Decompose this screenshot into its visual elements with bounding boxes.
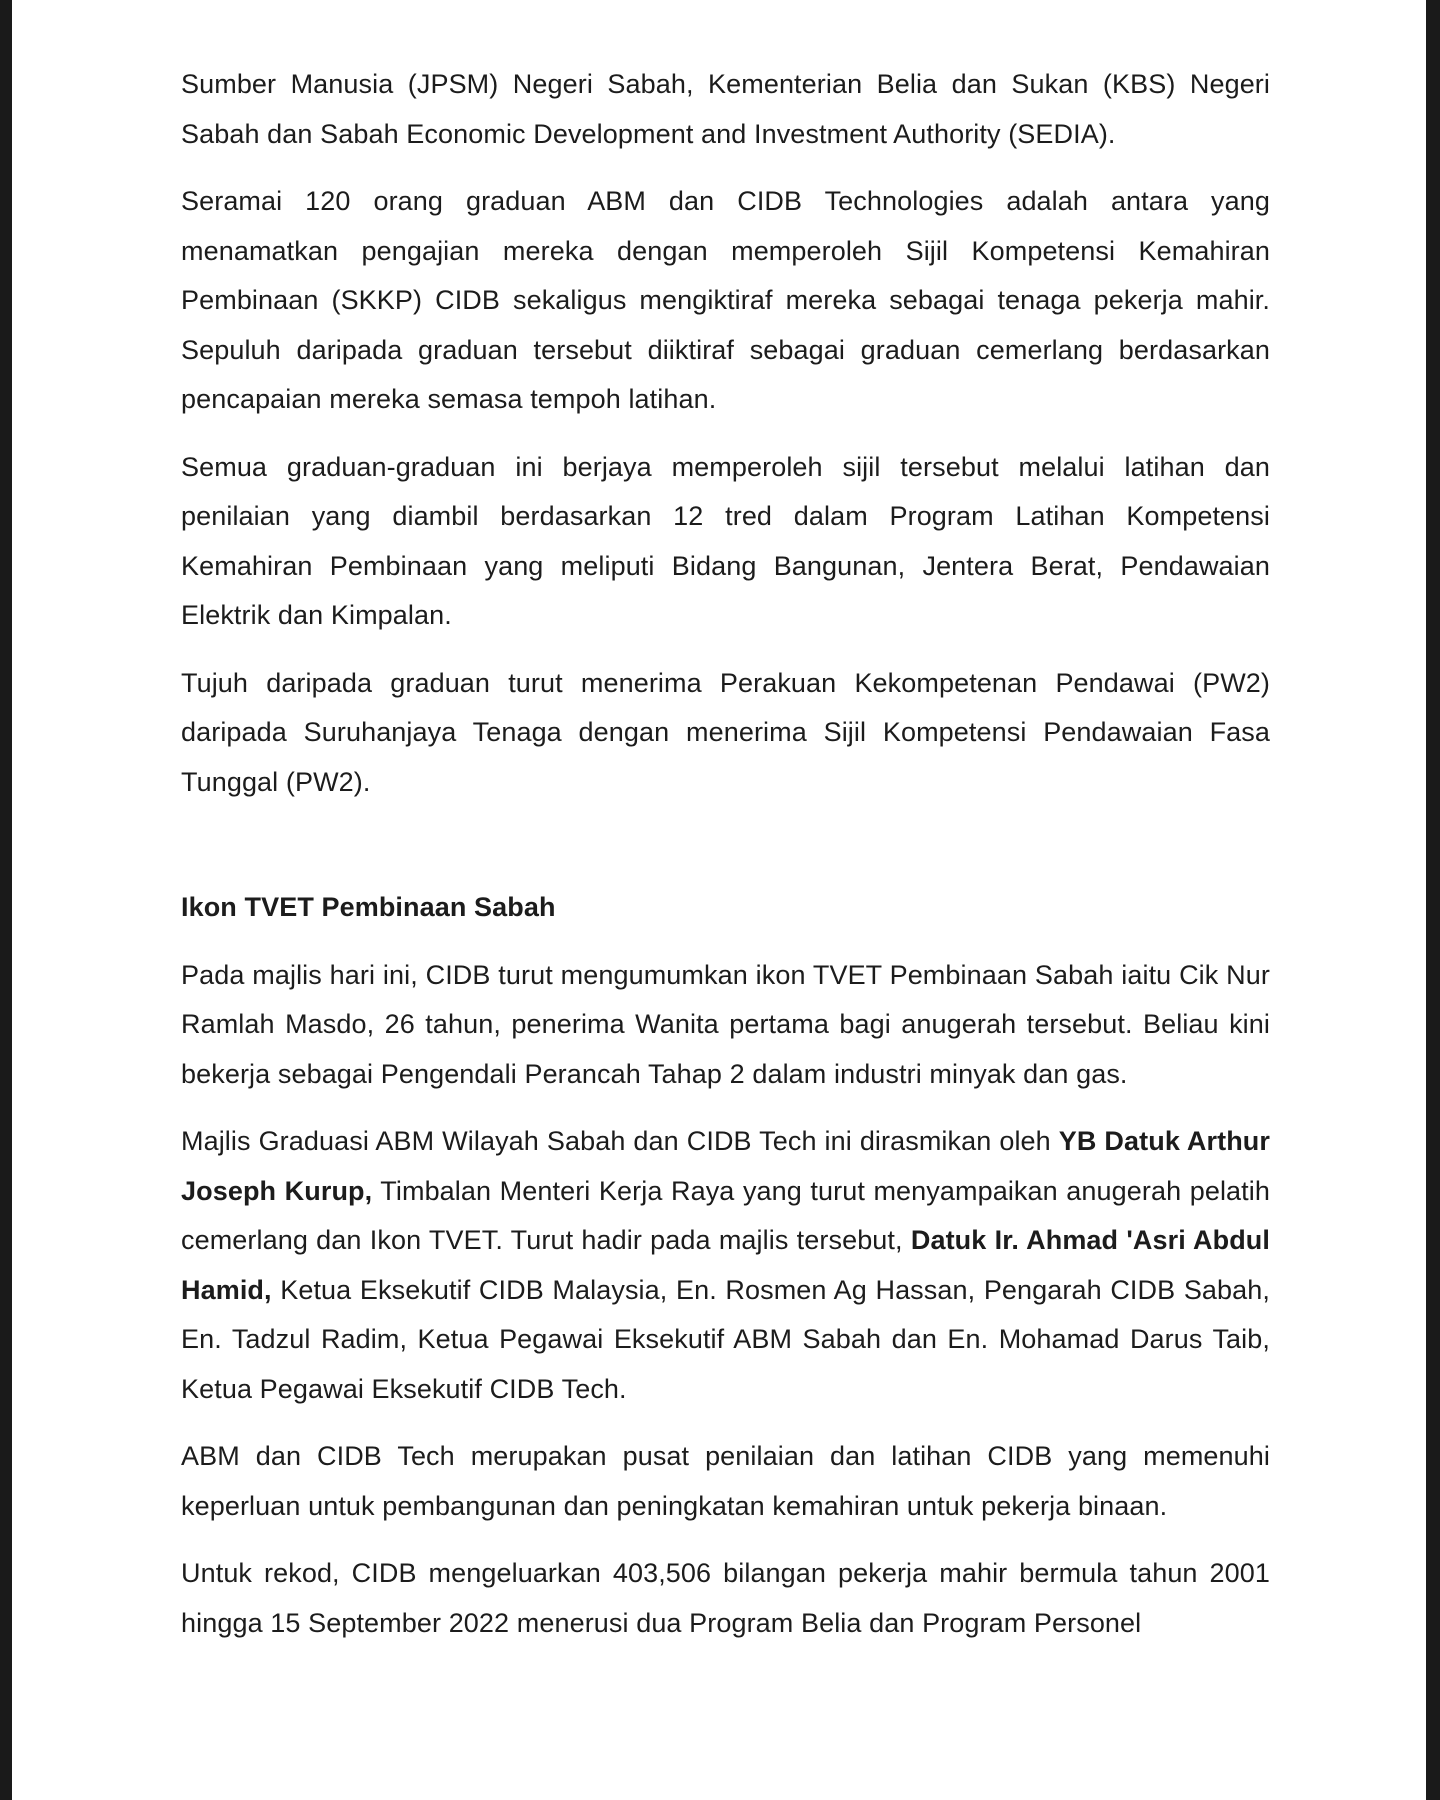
paragraph-6-bold-1: YB Datuk Arthur Joseph Kurup, — [181, 1126, 1270, 1206]
paragraph-4: Tujuh daripada graduan turut menerima Perakuan Kekompetenan Pendawai (PW2) daripada Suruhanjaya Tenaga dengan menerima Sijil Kompetensi Pendawaian Fasa Tunggal (PW2). — [181, 667, 1270, 797]
paragraph-6-text-3: Ketua Eksekutif CIDB Malaysia, En. Rosmen Ag Hassan, Pengarah CIDB Sabah, En. Tadzul Radim, Ketua Pegawai Eksekutif ABM Sabah dan En. Mohamad Darus Taib, Ketua Pegawai Eksekutif CIDB Tech. — [181, 1274, 1270, 1404]
paragraph-6-text-2: Timbalan Menteri Kerja Raya yang turut menyampaikan anugerah pelatih cemerlang dan Ikon TVET. Turut hadir pada majlis tersebut, — [181, 1175, 1270, 1255]
paragraph-8: Untuk rekod, CIDB mengeluarkan 403,506 bilangan pekerja mahir bermula tahun 2001 hingga 15 September 2022 menerusi dua Program Belia dan Program Personel — [181, 1558, 1270, 1638]
document-page — [12, 0, 1426, 1800]
paragraph-3: Semua graduan-graduan ini berjaya memperoleh sijil tersebut melalui latihan dan penilaian yang diambil berdasarkan 12 tred dalam Program Latihan Kompetensi Kemahiran Pembinaan yang meliputi Bidang Bangunan, Jentera Berat, Pendawaian Elektrik dan Kimpalan. — [181, 451, 1270, 630]
paragraph-6-text-1: Majlis Graduasi ABM Wilayah Sabah dan CIDB Tech ini dirasmikan oleh — [181, 1126, 1059, 1156]
paragraph-5: Pada majlis hari ini, CIDB turut mengumumkan ikon TVET Pembinaan Sabah iaitu Cik Nur Ramlah Masdo, 26 tahun, penerima Wanita pertama bagi anugerah tersebut. Beliau kini bekerja sebagai Pengendali Perancah Tahap 2 dalam industri minyak dan gas. — [181, 959, 1270, 1089]
section-heading: Ikon TVET Pembinaan Sabah — [181, 892, 556, 922]
document-body — [181, 60, 1270, 1666]
paragraph-6-bold-2: Datuk Ir. Ahmad 'Asri Abdul Hamid, — [181, 1225, 1271, 1305]
paragraph-1: Sumber Manusia (JPSM) Negeri Sabah, Kementerian Belia dan Sukan (KBS) Negeri Sabah dan Sabah Economic Development and Investment Authority (SEDIA). — [181, 69, 1270, 149]
paragraph-6 — [181, 1117, 1270, 1414]
paragraph-2: Seramai 120 orang graduan ABM dan CIDB Technologies adalah antara yang menamatkan pengajian mereka dengan memperoleh Sijil Kompetensi Kemahiran Pembinaan (SKKP) CIDB sekaligus mengiktiraf mereka sebagai tenaga pekerja mahir. Sepuluh daripada graduan tersebut diiktiraf sebagai graduan cemerlang berdasarkan pencapaian mereka semasa tempoh latihan. — [181, 186, 1270, 414]
paragraph-7: ABM dan CIDB Tech merupakan pusat penilaian dan latihan CIDB yang memenuhi keperluan untuk pembangunan dan peningkatan kemahiran untuk pekerja binaan. — [181, 1441, 1270, 1521]
